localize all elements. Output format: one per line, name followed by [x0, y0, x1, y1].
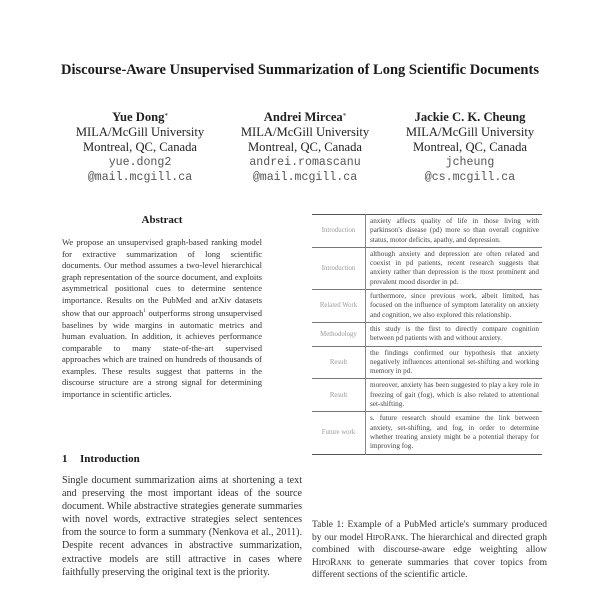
- author-block: [390, 110, 550, 185]
- author-affiliation: MILA/McGill University: [75, 125, 205, 139]
- author-name: Andrei Mircea*: [263, 110, 347, 124]
- author-block: [60, 110, 220, 185]
- section-label-cell: Introduction: [312, 247, 366, 289]
- equal-contribution-mark: *: [164, 112, 168, 120]
- introduction-text: Single document summarization aims at shortening a text and preserving the most important ideas of the source document. While abstractive strategies generate summaries with novel words, extractive strategies select sentences from the source to form a summary (Nenkova et al., 2011). Despite recent advances in abstractive summarization, extractive models are still attractive in cases where faithfully preserving the original text is the priority.: [62, 475, 302, 578]
- author-affiliation: MILA/McGill University: [240, 125, 370, 139]
- section-label-cell: Result: [312, 346, 366, 379]
- author-email-domain: @mail.mcgill.ca: [87, 171, 193, 184]
- author-email-domain: @cs.mcgill.ca: [424, 171, 516, 184]
- section-label-cell: Introduction: [312, 215, 366, 248]
- author-location: Montreal, QC, Canada: [82, 140, 197, 154]
- author-email-user: jcheung: [445, 156, 495, 169]
- section-heading-introduction: [62, 453, 140, 465]
- table-row: [312, 290, 542, 323]
- section-label-cell: Related Work: [312, 290, 366, 323]
- section-label-cell: Future work: [312, 412, 366, 454]
- abstract-heading: Abstract: [141, 214, 183, 226]
- sentence-cell: s. future research should examine the link between anxiety, set-shifting, and fog, in order to determine whether treating anxiety might be a potential therapy for improving fog.: [370, 414, 539, 451]
- table-row: [312, 412, 542, 454]
- sentence-cell: moreover, anxiety has been suggested to play a key role in freezing of gait (fog), which is also related to attentional set-shifting.: [370, 381, 539, 409]
- table-row: [312, 247, 542, 289]
- footnote-mark: 1: [143, 309, 146, 315]
- summary-table: [312, 214, 542, 455]
- table-row: [312, 215, 542, 248]
- sentence-cell: anxiety affects quality of life in those living with parkinson's disease (pd) more so than overall cognitive status, motor deficits, apathy, and depression.: [370, 217, 539, 244]
- sentence-cell: although anxiety and depression are often related and coexist in pd patients, recent research suggests that anxiety rather than depression is the most prominent and prevalent mood disorder in pd.: [370, 249, 539, 286]
- author-name: Yue Dong*: [112, 110, 168, 124]
- paper-title: Discourse-Aware Unsupervised Summarization of Long Scientific Documents: [61, 62, 539, 78]
- equal-contribution-mark: *: [342, 112, 347, 120]
- author-email-user: andrei.romascanu: [249, 156, 361, 169]
- section-label-cell: Result: [312, 379, 366, 412]
- section-number: 1: [62, 453, 68, 465]
- sentence-cell: this study is the first to directly compare cognition between pd patients with and without anxiety.: [370, 324, 539, 343]
- table-row: [312, 346, 542, 379]
- table-row: [312, 322, 542, 346]
- author-location: Montreal, QC, Canada: [412, 140, 527, 154]
- author-email-domain: @mail.mcgill.ca: [252, 171, 358, 184]
- author-location: Montreal, QC, Canada: [247, 140, 362, 154]
- author-block: [225, 110, 385, 185]
- abstract-text: We propose an unsupervised graph-based ranking model for extractive summarization of long scientific documents. Our method assumes a two-level hierarchical graph representation of the source document, and exploits asymmetrical positional cues to determine sentence importance. Results on the PubMed and arXiv datasets show that our approach$^1$ outperforms strong unsupervised baselines by wide margins in automatic metrics and human evaluation. In addition, it achieves performance comparable to many state-of-the-art supervised approaches which are trained on hundreds of thousands of examples. These results suggest that patterns in the discourse structure are a strong signal for determining importance in scientific articles.: [62, 237, 262, 399]
- author-affiliation: MILA/McGill University: [405, 125, 535, 139]
- author-email-user: yue.dong2: [108, 156, 172, 169]
- table-caption: Table 1: Example of a PubMed article's summary produced by our model HipoRank. The hierarchical and directed graph combined with discourse-aware edge weighting allow HipoRank to generate summaries that cover topics from different sections of the scientific article.: [312, 520, 547, 580]
- sentence-cell: the findings confirmed our hypothesis that anxiety negatively influences attentional set-shifting and working memory in pd.: [370, 348, 539, 376]
- author-name: Jackie C. K. Cheung: [414, 110, 526, 124]
- model-name: HipoRank: [312, 557, 352, 568]
- table-row: [312, 379, 542, 412]
- sentence-cell: furthermore, since previous work, albeit limited, has focused on the influence of symptom laterality on anxiety and cognition, we also explored this relationship.: [370, 292, 539, 319]
- section-label-cell: Methodology: [312, 322, 366, 346]
- section-title: Introduction: [80, 453, 140, 465]
- model-name: HipoRank: [366, 532, 406, 543]
- author-list: [60, 110, 550, 185]
